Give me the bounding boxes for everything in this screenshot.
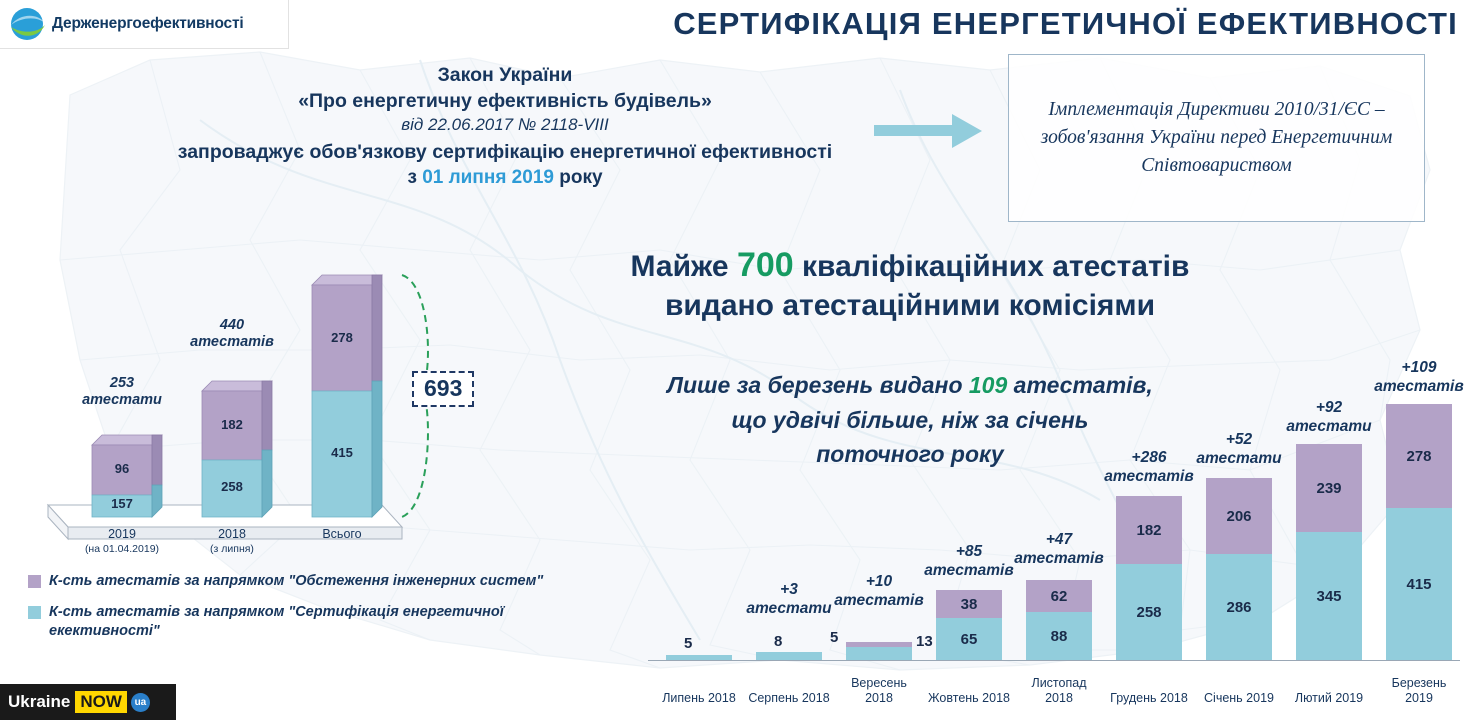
- subhead-line2: що удвічі більше, ніж за січень: [731, 406, 1089, 433]
- globe-swoosh-icon: [6, 3, 48, 45]
- subhead-line3: поточного року: [816, 441, 1004, 467]
- x-label: Серпень 2018: [748, 691, 830, 705]
- directive-text: Імплементація Директиви 2010/31/ЄС – зобов'язання України перед Енергетичним Співтовариством: [1040, 99, 1393, 176]
- bar-column: [666, 655, 732, 660]
- delta-label: +109 атестатів: [1374, 359, 1464, 395]
- subhead-part1: Лише за березень видано: [667, 372, 969, 398]
- right-arrow-icon: [874, 112, 984, 150]
- bar-value: 8: [774, 633, 783, 650]
- x-label: Лютий 2019: [1294, 691, 1364, 705]
- delta-label: +3 атестати: [746, 581, 832, 617]
- monthly-bar-chart: [648, 352, 1464, 708]
- delta-label: +85 атестатів: [924, 543, 1014, 579]
- value-2019-purple: 96: [114, 461, 130, 476]
- value-total-blue: 415: [331, 445, 353, 460]
- law-line-3: від 22.06.2017 № 2118-VIII: [401, 115, 609, 135]
- legend-item: [28, 603, 568, 641]
- x-label: Листопад 2018: [1031, 676, 1087, 705]
- x-label: Липень 2018: [662, 691, 736, 705]
- logo-text: Держенергоефективності: [52, 15, 244, 32]
- chart-legend: [28, 572, 568, 653]
- subhead-number: 109: [968, 372, 1008, 398]
- headline-line2: видано атестаційними комісіями: [664, 288, 1156, 322]
- badge-label-ua: ua: [131, 693, 150, 712]
- legend-item: [28, 572, 568, 591]
- bar-column: 206 286: [1206, 478, 1272, 660]
- delta-label: +52 атестати: [1196, 431, 1282, 467]
- x-label: Березень 2019: [1391, 676, 1447, 705]
- value-total-purple: 278: [331, 330, 353, 345]
- headline-number: 700: [736, 246, 794, 284]
- summary-3d-bar-chart: [30, 255, 500, 555]
- law-line-2: «Про енергетичну ефективність будівель»: [298, 90, 712, 113]
- value-2018-purple: 182: [221, 417, 243, 432]
- bar-column: 38 65: [936, 590, 1002, 660]
- law-line-5-prefix: з: [407, 167, 423, 189]
- bar-column: 239 345: [1296, 444, 1362, 660]
- law-line-5-accent: 01 липня 2019: [422, 167, 554, 189]
- x-label: Грудень 2018: [1110, 691, 1188, 705]
- organization-logo: [0, 0, 289, 49]
- law-line-5-suffix: року: [553, 167, 603, 189]
- badge-label-now: NOW: [75, 691, 127, 713]
- x-label: Січень 2019: [1204, 691, 1274, 705]
- ukraine-now-badge: [0, 684, 176, 720]
- headline: [545, 244, 1275, 325]
- xlabel-2018: 2018 (з липня): [210, 527, 254, 556]
- bar-column: 278 415: [1386, 404, 1452, 660]
- x-label: Жовтень 2018: [928, 691, 1010, 705]
- x-label: Вересень 2018: [851, 676, 907, 705]
- bar-value-purple: 5: [830, 629, 839, 646]
- headline-part1: Майже: [630, 250, 737, 283]
- delta-label: +286 атестатів: [1104, 449, 1194, 485]
- legend-swatch-purple: [28, 575, 41, 588]
- law-line-5: [55, 165, 955, 190]
- x-axis-line: [648, 660, 1460, 661]
- legend-swatch-blue: [28, 606, 41, 619]
- annotation-2019: 253 атестати: [82, 375, 162, 408]
- bar-column: 182 258: [1116, 496, 1182, 660]
- delta-label: +47 атестатів: [1014, 531, 1104, 567]
- value-2018-blue: 258: [221, 479, 243, 494]
- law-description: [55, 62, 955, 191]
- xlabel-total: Всього: [322, 527, 362, 541]
- directive-callout: [1008, 54, 1425, 222]
- legend-label-blue: К-сть атестатів за напрямком "Сертифікація енергетичної екективності": [49, 603, 504, 639]
- badge-label-ukraine: Ukraine: [8, 692, 71, 711]
- bar-value-blue: 13: [916, 633, 933, 650]
- bar-column: [846, 642, 912, 660]
- page-title: СЕРТИФІКАЦІЯ ЕНЕРГЕТИЧНОЇ ЕФЕКТИВНОСТІ: [673, 6, 1458, 41]
- delta-label: +10 атестатів: [834, 573, 924, 609]
- bar-column: [756, 652, 822, 660]
- subhead-part2: атестатів,: [1007, 372, 1153, 398]
- bar-column: 62 88: [1026, 580, 1092, 660]
- total-badge: 693: [412, 371, 474, 407]
- bar-value: 5: [684, 635, 693, 652]
- law-line-4: запроваджує обов'язкову сертифікацію енергетичної ефективності: [177, 141, 833, 164]
- annotation-2018: 440 атестатів: [190, 317, 274, 350]
- delta-label: +92 атестати: [1286, 399, 1372, 435]
- value-2019-blue: 157: [111, 496, 133, 511]
- xlabel-2019: 2019 (на 01.04.2019): [84, 527, 160, 556]
- law-line-1: Закон України: [437, 64, 573, 86]
- headline-part2: кваліфікаційних атестатів: [793, 250, 1190, 283]
- legend-label-purple: К-сть атестатів за напрямком "Обстеження інженерних систем": [49, 573, 544, 589]
